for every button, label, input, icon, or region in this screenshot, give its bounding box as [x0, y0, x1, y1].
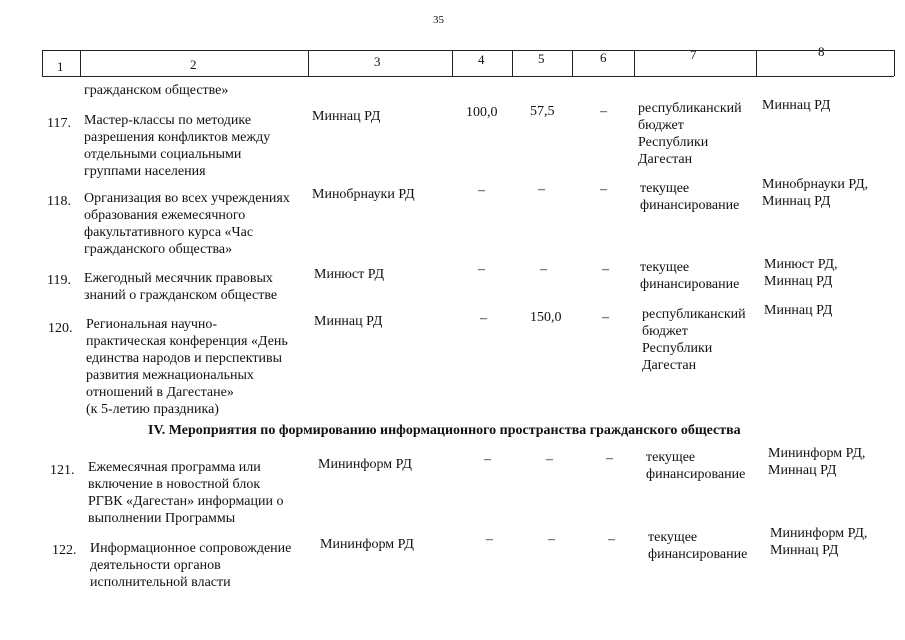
row-title: Организация во всех учреждениях образования ежемесячного факультативного курса «Час гражданского общества» — [84, 191, 290, 257]
row-title: Ежемесячная программа или включение в новостной блок РГВК «Дагестан» информации о выполнении Программы — [88, 460, 284, 526]
cell-col5: 57,5 — [530, 104, 555, 119]
cell-col4: – — [484, 452, 491, 467]
executor: Мининформ РД — [318, 457, 412, 472]
funding-source: текущее финансирование — [640, 181, 740, 213]
row-number: 121. — [50, 463, 75, 478]
cell-col4: – — [486, 532, 493, 547]
cell-col5: – — [540, 262, 547, 277]
cell-col6: – — [602, 262, 609, 277]
column-header: 7 — [690, 47, 697, 62]
column-header: 3 — [374, 54, 381, 69]
col-divider — [634, 50, 635, 76]
col-divider — [308, 50, 309, 76]
cell-col4: – — [478, 262, 485, 277]
section-title: IV. Мероприятия по формированию информационного пространства гражданского общества — [148, 423, 741, 438]
cell-col6: – — [602, 310, 609, 325]
col-divider — [756, 50, 757, 76]
row-number: 117. — [47, 116, 71, 131]
cell-col4: – — [478, 183, 485, 198]
col-divider — [452, 50, 453, 76]
column-header: 2 — [190, 57, 197, 72]
row-title: Информационное сопровождение деятельности органов исполнительной власти — [90, 541, 292, 590]
cell-col6: – — [600, 104, 607, 119]
col-divider — [80, 50, 81, 76]
col-divider — [572, 50, 573, 76]
row-number: 120. — [48, 321, 73, 336]
responsible: Минюст РД, Миннац РД — [764, 257, 838, 289]
header-bottom-border — [42, 76, 894, 77]
row-number: 119. — [47, 273, 71, 288]
cell-col5: 150,0 — [530, 310, 562, 325]
cell-col6: – — [606, 451, 613, 466]
executor: Миннац РД — [312, 109, 381, 124]
row-number: 118. — [47, 194, 71, 209]
cell-col5: – — [548, 532, 555, 547]
row-number: 122. — [52, 543, 77, 558]
funding-source: республиканский бюджет Республики Дагестан — [642, 307, 746, 373]
executor: Минобрнауки РД — [312, 187, 415, 202]
executor: Минюст РД — [314, 267, 385, 282]
cell-col4: – — [480, 311, 487, 326]
funding-source: текущее финансирование — [646, 450, 746, 482]
row-title: Мастер-классы по методике разрешения конфликтов между отдельными социальными группами населения — [84, 113, 271, 179]
cell-col6: – — [608, 532, 615, 547]
continuation-text: гражданском обществе» — [84, 83, 229, 98]
responsible: Мининформ РД, Миннац РД — [770, 526, 868, 558]
row-title: Ежегодный месячник правовых знаний о гражданском обществе — [84, 271, 278, 303]
funding-source: республиканский бюджет Республики Дагестан — [638, 101, 742, 167]
page-number: 35 — [433, 14, 444, 26]
column-header: 4 — [478, 52, 485, 67]
responsible: Миннац РД — [764, 303, 833, 318]
column-header: 1 — [57, 59, 64, 74]
row-title: Региональная научно- практическая конференция «День единства народов и перспективы развития межнациональных отношений в Дагестане» (к 5-летию праздника) — [86, 317, 288, 417]
executor: Миннац РД — [314, 314, 383, 329]
cell-col6: – — [600, 182, 607, 197]
header-top-border — [42, 50, 894, 51]
column-header: 5 — [538, 51, 545, 66]
col-divider — [894, 50, 895, 76]
column-header: 6 — [600, 50, 607, 65]
cell-col4: 100,0 — [466, 105, 498, 120]
funding-source: текущее финансирование — [640, 260, 740, 292]
cell-col5: – — [538, 182, 545, 197]
responsible: Миннац РД — [762, 98, 831, 113]
cell-col5: – — [546, 452, 553, 467]
funding-source: текущее финансирование — [648, 530, 748, 562]
responsible: Мининформ РД, Миннац РД — [768, 446, 866, 478]
col-divider — [512, 50, 513, 76]
responsible: Минобрнауки РД, Миннац РД — [762, 177, 869, 209]
col-divider — [42, 50, 43, 76]
executor: Мининформ РД — [320, 537, 414, 552]
column-header: 8 — [818, 44, 825, 59]
